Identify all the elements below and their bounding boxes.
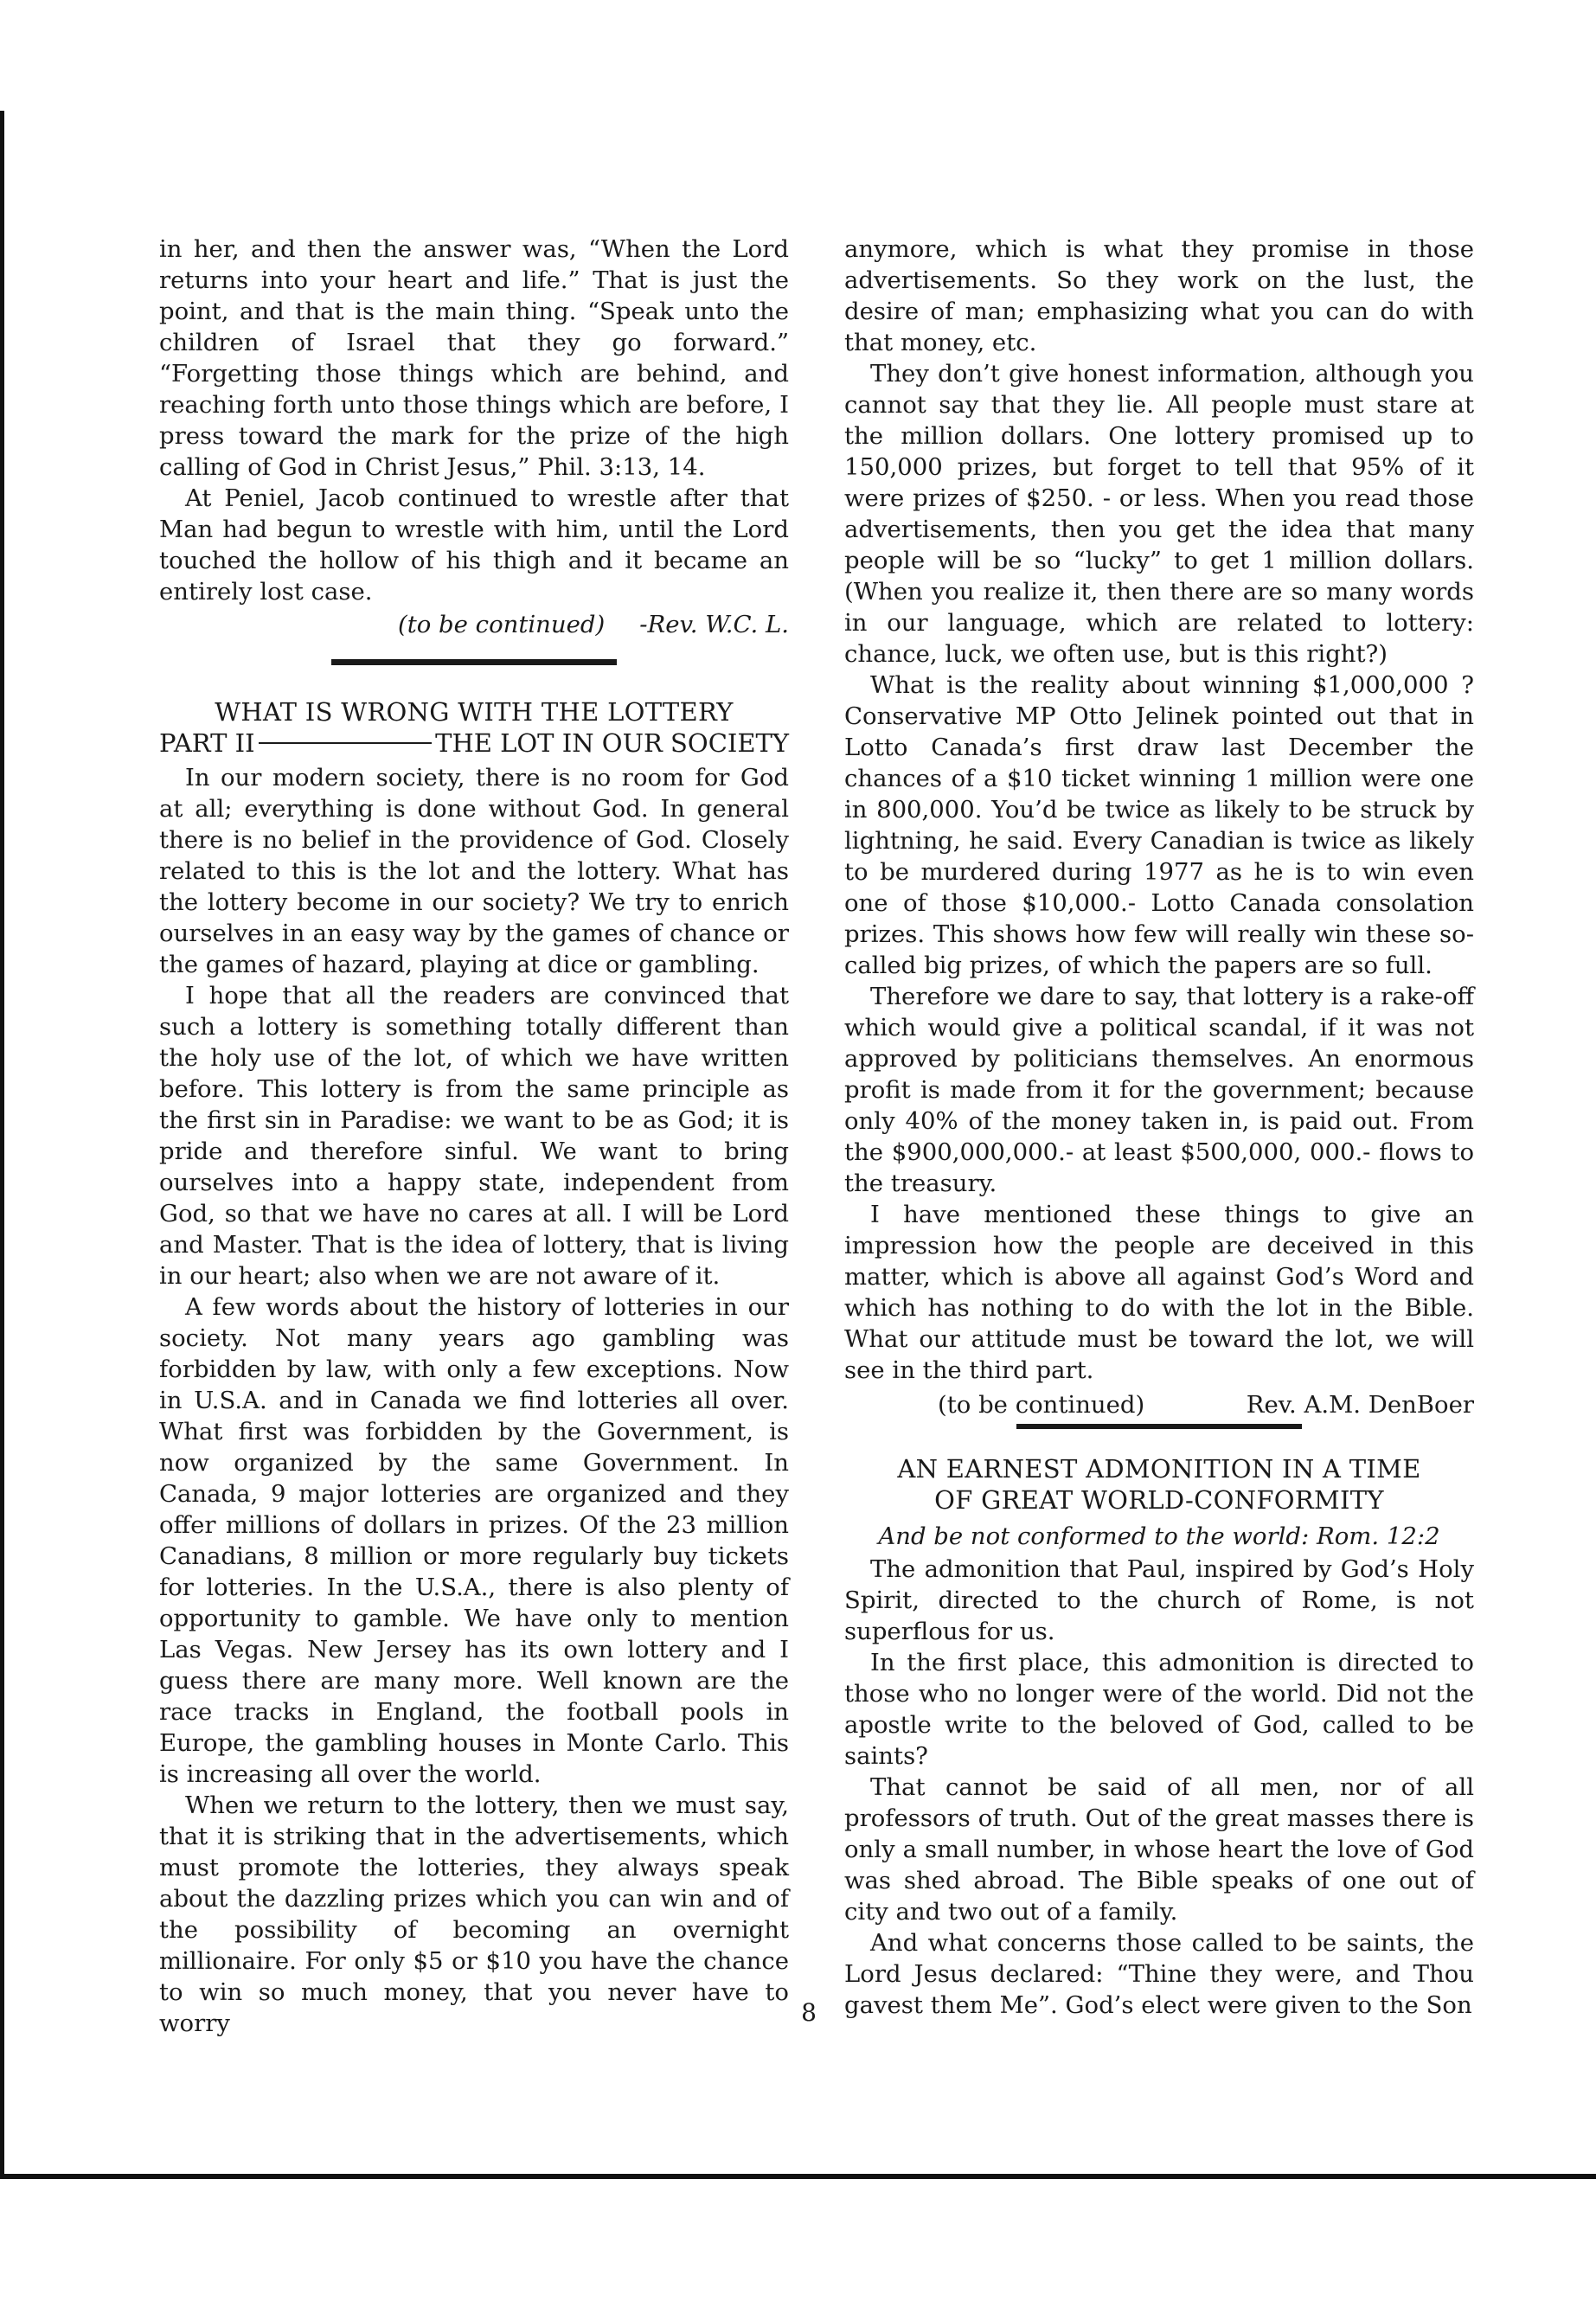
- heading-dash: [259, 742, 433, 744]
- article-title: AN EARNEST ADMONITION IN A TIME: [897, 1454, 1421, 1484]
- paragraph: In our modern society, there is no room for God at all; everything is done without God. In general there is no belief in the providence of God. Closely related to this is the lot and the lottery. What has the lottery become in our society? We try to enrich ourselves in an easy way by the games of chance or the games of hazard, playing at dice or gambling.: [159, 764, 789, 978]
- continued-line: [159, 609, 789, 640]
- paragraph: A few words about the history of lotteries in our society. Not many years ago gambling was forbidden by law, with only a few exceptions. Now in U.S.A. and in Canada we find lotteries all over. What first was forbidden by the Government, is now organized by the same Government. In Canada, 9 major lotteries are organized and they offer millions of dollars in prizes. Of the 23 million Canadians, 8 million or more regularly buy tickets for lotteries. In the U.S.A., there is also plenty of opportunity to gamble. We have only to mention Las Vegas. New Jersey has its own lottery and I guess there are many more. Well known are the race tracks in England, the football pools in Europe, the gambling houses in Monte Carlo. This is increasing all over the world.: [159, 1293, 789, 1788]
- paragraph: And what concerns those called to be saints, the Lord Jesus declared: “Thine they were, and Thou gavest them Me”. God’s elect were given to the Son: [844, 1929, 1474, 2019]
- article-title: WHAT IS WRONG WITH THE LOTTERY: [215, 697, 734, 727]
- author-signature: -Rev. W.C. L.: [639, 611, 789, 638]
- paragraph: What is the reality about winning $1,000,000 ? Conservative MP Otto Jelinek pointed out that in Lotto Canada’s first draw last December the chances of a $10 ticket winning 1 million were one in 800,000. You’d be twice as likely to be struck by lightning, he said. Every Canadian is twice as likely to be murdered during 1977 as he is to win even one of those $10,000.- Lotto Canada consolation prizes. This shows how few will really win these so-called big prizes, of which the papers are so full.: [844, 671, 1474, 979]
- continued-line: [844, 1389, 1474, 1420]
- paragraph: in her, and then the answer was, “When the Lord returns into your heart and life.” That is just the point, and that is the main thing. “Speak unto the children of Israel that they go forward.” “Forgetting those things which are behind, and reaching forth unto those things which are before, I press toward the mark for the prize of the high calling of God in Christ Jesus,” Phil. 3:13, 14.: [159, 235, 789, 481]
- paragraph: I hope that all the readers are convinced that such a lottery is something totally different than the holy use of the lot, of which we have written before. This lottery is from the same principle as the first sin in Paradise: we want to be as God; it is pride and therefore sinful. We want to bring ourselves into a happy state, independent from God, so that we have no cares at all. I will be Lord and Master. That is the idea of lottery, that is living in our heart; also when we are not aware of it.: [159, 982, 789, 1290]
- section-divider: [331, 659, 617, 665]
- paragraph: Therefore we dare to say, that lottery is a rake-off which would give a political scandal, if it was not approved by politicians themselves. An enormous profit is made from it for the government; because only 40% of the money taken in, is paid out. From the $900,000,000.- at least $500,000, 000.- flows to the treasury.: [844, 983, 1474, 1197]
- part-label: PART II: [159, 728, 255, 758]
- article-title-line2: OF GREAT WORLD-CONFORMITY: [934, 1485, 1384, 1515]
- continued-note: (to be continued): [938, 1391, 1145, 1419]
- scan-edge-left: [0, 111, 4, 2174]
- paragraph: I have mentioned these things to give an impression how the people are deceived in this matter, which is above all against God’s Word and which has nothing to do with the lot in the Bible. What our attitude must be toward the lot, we will see in the third part.: [844, 1201, 1474, 1384]
- paragraph: They don’t give honest information, although you cannot say that they lie. All people must stare at the million dollars. One lottery promised up to 150,000 prizes, but forget to tell that 95% of it were prizes of $250. - or less. When you read those advertisements, then you get the idea that many people will be so “lucky” to get 1 million dollars. (When you realize it, then there are so many words in our language, which are related to lottery: chance, luck, we often use, but is this right?): [844, 360, 1474, 668]
- left-column: [159, 234, 789, 2039]
- paragraph: anymore, which is what they promise in those advertisements. So they work on the lust, the desire of man; emphasizing what you can do with that money, etc.: [844, 235, 1474, 356]
- section-divider: [1016, 1424, 1302, 1429]
- author-signature: Rev. A.M. DenBoer: [1246, 1391, 1474, 1419]
- continued-note: (to be continued): [397, 611, 606, 638]
- paragraph: At Peniel, Jacob continued to wrestle after that Man had begun to wrestle with him, until the Lord touched the hollow of his thigh and it became an entirely lost case.: [159, 484, 789, 606]
- epigraph: And be not conformed to the world: Rom. 12:2: [878, 1522, 1440, 1550]
- page-number: 8: [801, 1998, 817, 2027]
- paragraph: When we return to the lottery, then we must say, that it is striking that in the advertisements, which must promote the lotteries, they always speak about the dazzling prizes which you can win and of the possibility of becoming an overnight millionaire. For only $5 or $10 you have the chance to win so much money, that you never have to worry: [159, 1791, 789, 2037]
- article-part-heading: [159, 727, 789, 759]
- right-column: [844, 234, 1474, 2021]
- scan-edge-bottom: [0, 2174, 1596, 2179]
- paragraph: That cannot be said of all men, nor of all professors of truth. Out of the great masses there is only a small number, in whose heart the love of God was shed abroad. The Bible speaks of one out of city and two out of a family.: [844, 1773, 1474, 1926]
- paragraph: In the first place, this admonition is directed to those who no longer were of the world. Did not the apostle write to the beloved of God, called to be saints?: [844, 1649, 1474, 1770]
- paragraph: The admonition that Paul, inspired by God’s Holy Spirit, directed to the church of Rome, is not superflous for us.: [844, 1555, 1474, 1645]
- part-subtitle: THE LOT IN OUR SOCIETY: [435, 728, 789, 758]
